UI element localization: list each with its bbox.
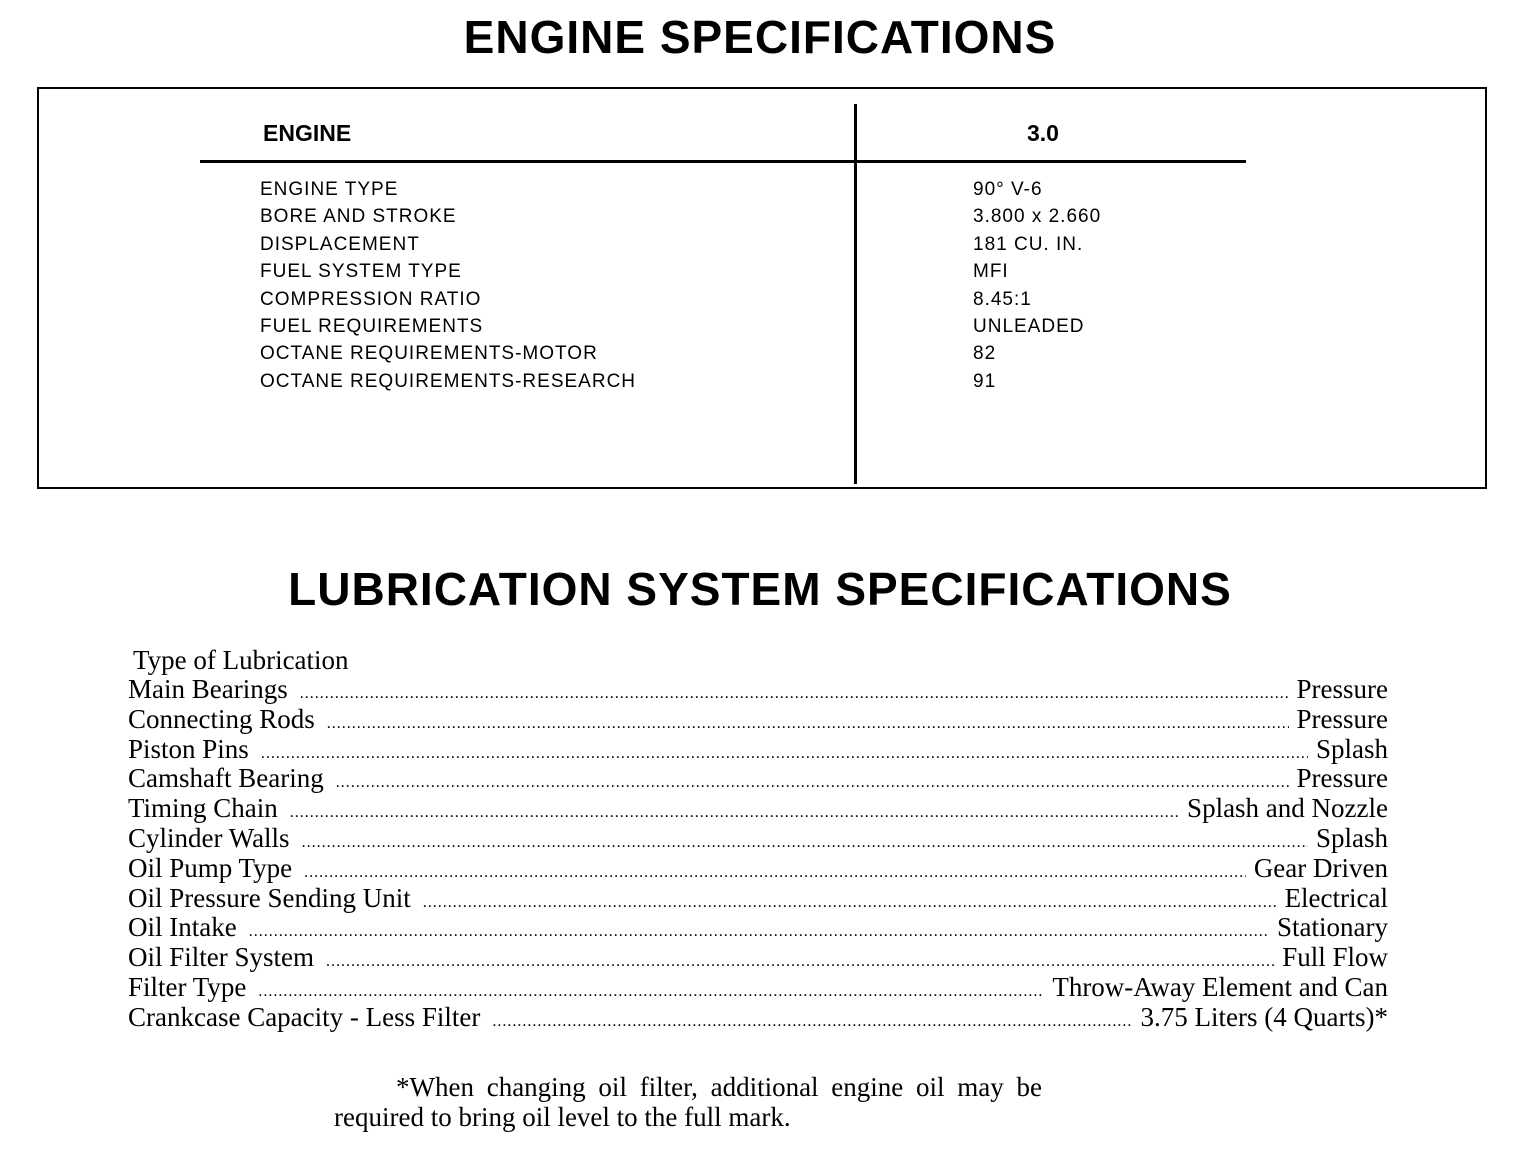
dot-leader (261, 739, 1308, 769)
lube-value: Full Flow (1282, 942, 1388, 973)
engine-column-header: ENGINE (263, 120, 352, 146)
spec-label-octane-research: OCTANE REQUIREMENTS-RESEARCH (260, 370, 637, 392)
lube-label: Oil Intake (128, 912, 237, 943)
lube-row-oil-filter-system (128, 943, 1388, 973)
lube-value: Gear Driven (1253, 852, 1388, 883)
engine-spec-values (973, 176, 1101, 395)
spec-value-engine-type: 90° V-6 (973, 179, 1043, 200)
lube-label: Timing Chain (128, 793, 278, 824)
spec-value-displacement: 181 CU. IN. (973, 233, 1084, 255)
lube-label: Oil Pump Type (128, 852, 293, 883)
lube-value: Throw-Away Element and Can (1052, 971, 1388, 1002)
engine-specifications-title: ENGINE SPECIFICATIONS (463, 11, 1057, 63)
engine-size-column-header: 3.0 (1027, 120, 1059, 146)
spec-label-compression-ratio: COMPRESSION RATIO (260, 288, 482, 310)
dot-leader (423, 888, 1277, 918)
lube-value: Splash (1315, 733, 1388, 764)
spec-value-compression-ratio: 8.45:1 (973, 288, 1032, 310)
lubrication-specifications-title: LUBRICATION SYSTEM SPECIFICATIONS (288, 563, 1232, 615)
lube-row-main-bearings (128, 675, 1388, 705)
oil-filter-footnote (334, 1072, 1194, 1132)
lube-value: 3.75 Liters (4 Quarts)* (1140, 1001, 1388, 1032)
lubrication-spec-list (128, 675, 1388, 1033)
lube-label: Oil Filter System (128, 942, 315, 973)
spec-label-displacement: DISPLACEMENT (260, 233, 420, 255)
lube-label: Main Bearings (128, 674, 288, 704)
dot-leader (492, 1007, 1132, 1037)
lube-value: Splash (1315, 822, 1388, 853)
header-rule (200, 160, 1246, 163)
lube-value: Stationary (1277, 912, 1388, 943)
lube-row-oil-pressure-sending-unit (128, 884, 1388, 914)
spec-value-bore-and-stroke: 3.800 x 2.660 (973, 206, 1102, 228)
footnote-line-1: *When changing oil filter, additional engine oil may be (396, 1072, 1042, 1102)
dot-leader (304, 858, 1246, 888)
lube-label: Crankcase Capacity - Less Filter (128, 1001, 481, 1032)
lube-row-oil-pump-type (128, 854, 1388, 884)
lube-label: Filter Type (128, 971, 247, 1002)
dot-leader (302, 828, 1308, 858)
spec-label-fuel-system-type: FUEL SYSTEM TYPE (260, 261, 462, 283)
spec-label-engine-type: ENGINE TYPE (260, 179, 399, 200)
lube-row-timing-chain (128, 794, 1388, 824)
spec-value-octane-motor: 82 (973, 343, 997, 365)
type-of-lubrication-heading: Type of Lubrication (133, 645, 349, 675)
lube-label: Cylinder Walls (128, 822, 290, 853)
dot-leader (336, 768, 1289, 798)
dot-leader (327, 709, 1289, 739)
lube-value: Splash and Nozzle (1187, 793, 1388, 824)
spec-value-fuel-requirements: UNLEADED (973, 315, 1085, 337)
lube-row-oil-intake (128, 913, 1388, 943)
lube-label: Oil Pressure Sending Unit (128, 882, 411, 913)
lube-row-crankcase-capacity (128, 1003, 1388, 1033)
lube-label: Camshaft Bearing (128, 763, 324, 794)
engine-spec-box (37, 87, 1487, 489)
spec-label-octane-motor: OCTANE REQUIREMENTS-MOTOR (260, 343, 598, 365)
lube-row-cylinder-walls (128, 824, 1388, 854)
dot-leader (249, 917, 1269, 947)
lube-value: Pressure (1296, 674, 1388, 704)
lube-value: Pressure (1296, 763, 1388, 794)
dot-leader (300, 679, 1289, 709)
dot-leader (290, 798, 1179, 828)
lube-label: Piston Pins (128, 733, 249, 764)
engine-spec-labels (260, 176, 636, 395)
spec-value-fuel-system-type: MFI (973, 261, 1009, 283)
lube-value: Electrical (1284, 882, 1388, 913)
spec-label-bore-and-stroke: BORE AND STROKE (260, 206, 457, 228)
lube-row-piston-pins (128, 735, 1388, 765)
lube-row-camshaft-bearing (128, 764, 1388, 794)
spec-label-fuel-requirements: FUEL REQUIREMENTS (260, 315, 484, 337)
lube-value: Pressure (1296, 703, 1388, 734)
lube-row-filter-type (128, 973, 1388, 1003)
spec-value-octane-research: 91 (973, 370, 997, 392)
footnote-line-2: required to bring oil level to the full mark. (334, 1102, 791, 1132)
lube-row-connecting-rods (128, 705, 1388, 735)
lube-label: Connecting Rods (128, 703, 315, 734)
